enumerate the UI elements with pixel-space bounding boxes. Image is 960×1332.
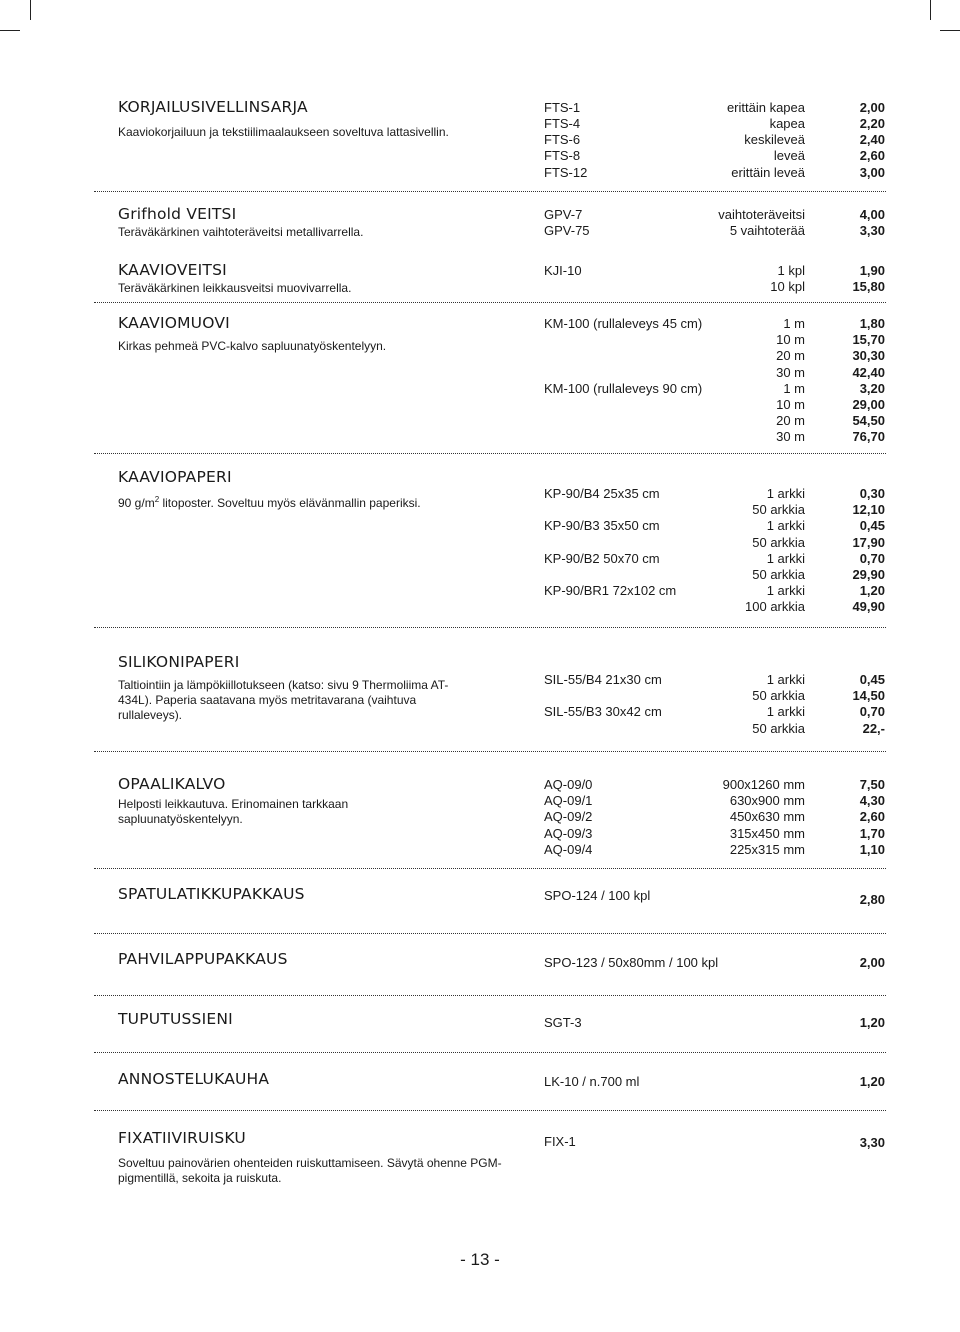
product-variant: 1 arkki	[766, 486, 805, 501]
product-code: AQ-09/4	[544, 842, 593, 857]
description-text: litoposter. Soveltuu myös elävänmallin paperiksi.	[159, 496, 421, 510]
product-price: 2,60	[859, 809, 885, 824]
product-variant: 450x630 mm	[729, 809, 805, 824]
product-price: 2,00	[859, 955, 885, 970]
product-price: 15,80	[852, 279, 885, 294]
crop-mark	[940, 30, 960, 31]
product-variant: 1 m	[783, 381, 805, 396]
product-description: Kirkas pehmeä PVC-kalvo sapluunatyöskentelyyn.	[118, 339, 387, 353]
product-code: LK-10 / n.700 ml	[544, 1074, 640, 1089]
product-code: AQ-09/3	[544, 826, 593, 841]
price-row	[544, 397, 885, 413]
price-row	[544, 826, 885, 842]
product-price: 2,80	[859, 892, 885, 907]
product-variant: vaihtoteräveitsi	[718, 207, 805, 222]
price-row	[544, 688, 885, 704]
price-row	[544, 223, 885, 239]
product-price: 22,-	[862, 721, 885, 736]
product-price: 3,30	[859, 1135, 885, 1150]
product-variant: 50 arkkia	[752, 502, 805, 517]
product-variant: 1 arkki	[766, 672, 805, 687]
product-price: 49,90	[852, 599, 885, 614]
dotted-divider	[94, 302, 886, 303]
price-row	[544, 535, 885, 551]
price-row	[544, 365, 885, 381]
product-code: AQ-09/2	[544, 809, 593, 824]
dotted-divider	[94, 453, 886, 454]
product-price: 54,50	[852, 413, 885, 428]
superscript: 2	[154, 495, 160, 504]
product-code: GPV-7	[544, 207, 583, 222]
product-price: 1,80	[859, 316, 885, 331]
product-variant: 630x900 mm	[729, 793, 805, 808]
product-code: FTS-4	[544, 116, 581, 131]
price-row	[544, 518, 885, 534]
product-code: FTS-8	[544, 148, 581, 163]
dotted-divider	[94, 627, 886, 628]
price-row	[544, 567, 885, 583]
product-price: 1,20	[859, 583, 885, 598]
product-title: OPAALIKALVO	[118, 775, 226, 793]
product-price: 0,45	[859, 518, 885, 533]
price-row	[544, 332, 885, 348]
product-price: 2,40	[859, 132, 885, 147]
dotted-divider	[94, 1110, 886, 1111]
product-code: KJI-10	[544, 263, 582, 278]
product-variant: 1 m	[783, 316, 805, 331]
product-variant: kapea	[769, 116, 805, 131]
product-variant: 1 arkki	[766, 551, 805, 566]
product-variant: 900x1260 mm	[722, 777, 805, 792]
price-row	[544, 672, 885, 688]
dotted-divider	[94, 868, 886, 869]
product-variant: 1 arkki	[766, 704, 805, 719]
product-variant: erittäin kapea	[726, 100, 805, 115]
price-row	[544, 502, 885, 518]
product-title: FIXATIIVIRUISKU	[118, 1129, 246, 1147]
product-code: KP-90/BR1 72x102 cm	[544, 583, 677, 598]
price-row	[544, 888, 885, 907]
product-price: 1,90	[859, 263, 885, 278]
product-variant: 20 m	[776, 413, 805, 428]
product-title: PAHVILAPPUPAKKAUS	[118, 950, 288, 968]
product-code: SIL-55/B4 21x30 cm	[544, 672, 662, 687]
crop-mark	[930, 0, 931, 20]
price-row	[544, 279, 885, 295]
product-price: 3,30	[859, 223, 885, 238]
product-variant: 50 arkkia	[752, 688, 805, 703]
price-row	[544, 551, 885, 567]
price-row	[544, 599, 885, 615]
product-price: 2,20	[859, 116, 885, 131]
page-number: - 13 -	[460, 1250, 500, 1269]
product-title: KAAVIOPAPERI	[118, 468, 232, 486]
product-description: Teräväkärkinen leikkausveitsi muovivarrella.	[118, 281, 352, 295]
price-row	[544, 316, 885, 332]
product-variant: 10 m	[776, 397, 805, 412]
product-variant: 1 kpl	[777, 263, 805, 278]
dotted-divider	[94, 1052, 886, 1053]
price-row	[544, 263, 885, 279]
price-row	[544, 793, 885, 809]
product-title: SILIKONIPAPERI	[118, 653, 240, 671]
product-variant: 10 m	[776, 332, 805, 347]
price-row	[544, 721, 885, 737]
price-row	[544, 116, 885, 132]
product-price: 3,00	[859, 165, 885, 180]
product-variant: 50 arkkia	[752, 535, 805, 550]
product-code: FIX-1	[544, 1134, 576, 1149]
product-price: 1,10	[859, 842, 885, 857]
price-row	[544, 955, 885, 971]
product-price: 0,30	[859, 486, 885, 501]
product-title: TUPUTUSSIENI	[118, 1010, 233, 1028]
product-price: 0,70	[859, 551, 885, 566]
product-code: KM-100 (rullaleveys 45 cm)	[544, 316, 703, 331]
product-code: FTS-1	[544, 100, 581, 115]
product-variant: 5 vaihtoterää	[729, 223, 805, 238]
price-row	[544, 348, 885, 364]
price-row	[544, 1074, 885, 1090]
crop-mark	[0, 30, 20, 31]
product-price: 4,00	[859, 207, 885, 222]
crop-mark	[30, 0, 31, 20]
product-variant: 30 m	[776, 365, 805, 380]
dotted-divider	[94, 191, 886, 192]
product-price: 2,60	[859, 148, 885, 163]
product-code: FTS-6	[544, 132, 581, 147]
product-price: 1,20	[859, 1015, 885, 1030]
price-row	[544, 165, 885, 181]
product-description	[118, 492, 478, 511]
product-code: SPO-123 / 50x80mm / 100 kpl	[544, 955, 719, 970]
product-variant: erittäin leveä	[731, 165, 805, 180]
price-row	[544, 100, 885, 116]
product-code: GPV-75	[544, 223, 590, 238]
product-price: 0,70	[859, 704, 885, 719]
product-variant: 225x315 mm	[729, 842, 805, 857]
product-price: 29,90	[852, 567, 885, 582]
price-row	[544, 583, 885, 599]
product-variant: 1 arkki	[766, 583, 805, 598]
price-row	[544, 381, 885, 397]
product-variant: 10 kpl	[770, 279, 805, 294]
product-description: Taltiointiin ja lämpökiillotukseen (katso: sivu 9 Thermoliima AT-434L). Paperia saatavana myös metritavarana (vaihtuva rullaleveys).	[118, 678, 449, 722]
price-row	[544, 704, 885, 720]
product-price: 7,50	[859, 777, 885, 792]
product-price: 12,10	[852, 502, 885, 517]
price-row	[544, 132, 885, 148]
price-row	[544, 429, 885, 445]
product-code: SPO-124 / 100 kpl	[544, 888, 651, 903]
product-title: Grifhold VEITSI	[118, 205, 237, 223]
product-variant: 50 arkkia	[752, 721, 805, 736]
product-price: 1,70	[859, 826, 885, 841]
price-row	[544, 809, 885, 825]
dotted-divider	[94, 933, 886, 934]
product-variant: 315x450 mm	[729, 826, 805, 841]
product-code: FTS-12	[544, 165, 588, 180]
product-price: 0,45	[859, 672, 885, 687]
product-price: 15,70	[852, 332, 885, 347]
product-price: 42,40	[852, 365, 885, 380]
product-title: KAAVIOVEITSI	[118, 261, 227, 279]
product-variant: keskileveä	[744, 132, 805, 147]
product-code: SIL-55/B3 30x42 cm	[544, 704, 662, 719]
product-price: 17,90	[852, 535, 885, 550]
price-row	[544, 777, 885, 793]
product-code: KP-90/B4 25x35 cm	[544, 486, 660, 501]
product-description: Soveltuu painovärien ohenteiden ruiskuttamiseen. Sävytä ohenne PGM-pigmentillä, sekoita ja ruiskuta.	[118, 1156, 502, 1185]
product-description: Teräväkärkinen vaihtoteräveitsi metallivarrella.	[118, 225, 364, 239]
product-variant: 1 arkki	[766, 518, 805, 533]
price-row	[544, 207, 885, 223]
product-variant: leveä	[773, 148, 805, 163]
product-price: 1,20	[859, 1074, 885, 1089]
price-row	[544, 1015, 885, 1031]
product-title: ANNOSTELUKAUHA	[118, 1070, 270, 1088]
price-row	[544, 486, 885, 502]
product-code: AQ-09/0	[544, 777, 593, 792]
product-variant: 20 m	[776, 348, 805, 363]
product-price: 14,50	[852, 688, 885, 703]
product-variant: 100 arkkia	[745, 599, 805, 614]
product-code: AQ-09/1	[544, 793, 593, 808]
product-price: 3,20	[859, 381, 885, 396]
product-price: 29,00	[852, 397, 885, 412]
description-text: 90 g/m	[118, 496, 155, 510]
product-code: KP-90/B2 50x70 cm	[544, 551, 660, 566]
product-code: KP-90/B3 35x50 cm	[544, 518, 660, 533]
product-description: Kaaviokorjailuun ja tekstiilimaalaukseen soveltuva lattasivellin.	[118, 125, 449, 139]
product-price: 76,70	[852, 429, 885, 444]
dotted-divider	[94, 751, 886, 752]
price-row	[544, 1134, 885, 1150]
price-row	[544, 413, 885, 429]
product-title: SPATULATIKKUPAKKAUS	[118, 885, 305, 903]
product-title: KORJAILUSIVELLINSARJA	[118, 98, 308, 116]
product-description: Helposti leikkautuva. Erinomainen tarkkaan sapluunatyöskentelyyn.	[118, 797, 349, 826]
price-row	[544, 148, 885, 164]
product-variant: 50 arkkia	[752, 567, 805, 582]
dotted-divider	[94, 995, 886, 996]
product-variant: 30 m	[776, 429, 805, 444]
product-code: KM-100 (rullaleveys 90 cm)	[544, 381, 703, 396]
price-row	[544, 842, 885, 858]
product-code: SGT-3	[544, 1015, 582, 1030]
product-price: 2,00	[859, 100, 885, 115]
product-price: 30,30	[852, 348, 885, 363]
product-title: KAAVIOMUOVI	[118, 314, 230, 332]
product-price: 4,30	[859, 793, 885, 808]
